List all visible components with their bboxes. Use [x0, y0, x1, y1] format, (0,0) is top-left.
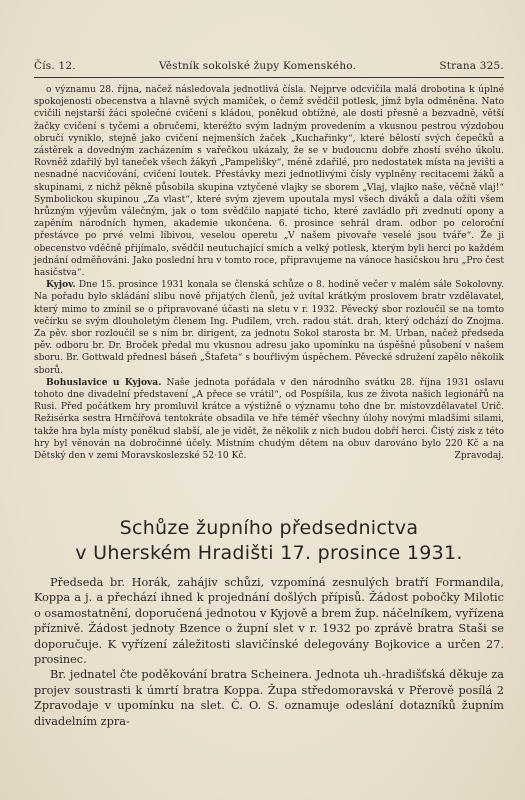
- journal-title: Věstník sokolské župy Komenského.: [158, 60, 357, 72]
- paragraph-text: Naše jednota pořádala v den národního svátku 28. října 1931 oslavu tohoto dne divadelní představení „A přece se vrátil“, od Pospíšila, kus ze života našich legionářů na Rusi. Před počátkem hry promluvil krátce a výstižně o významu toho dne br. místovzdělavatel Urič. Režisérka sestra Hrnčířová tentokráte obsadila ve hře téměř všechny úlohy novými mladšími silami, takže hra byla místy poněkud slabší, ale je vidět, že několik z nich budou dobří herci. Čistý zisk z této hry byl věnován na dobročinné účely. Místním chudým dětem na obuv darováno bylo 220 Kč a na Dětský den v zemi Moravskoslezské 52·10 Kč.: [34, 377, 504, 462]
- paragraph-text: o významu 28. října, načež následovala jednotlivá čísla. Nejprve odcvičila malá drobotina k úplné spokojenosti obecenstva a hlavně svých mamiček, o čemž svědčil potlesk, jímž byla odměněna. Nato cvičili nejstarší žáci společné cvičení s kládou, poněkud obtížné, ale dosti přesně a bezvadně, větší žačky cvičení s tyčemi a obručemi, kteréžto svým ladným provedením a vkusnou pestrou výzdobou obručí vyniklo, stejně jako cvičení nejmenších žaček „Kuchařinky“, které bělostí svých čepečků a zástěrek a dovedným zacházením s vařečkou ukázaly, že se v budoucnu dobře zhostí svého úkolu. Rovněž zdařilý byl taneček všech žákyň „Pampelišky“, méně zdařilé, pro nedostatek místa na jevišti a nesnadné nacvičování, cvičení loutek. Přestávky mezi jednotlivými čísly vyplněny recitacemi žáků a skupinami, z nichž pěkně působila skupina vztyčené vlajky se sborem „Vlaj, vlajko naše, věčně vlaj!“ Symbolickou skupinou „Za vlast“, které svým zjevem upoutala mysl všech diváků a dala ožíti všem hrůzným výjevům válečným, jak o tom svědčilo napjaté ticho, které zavládlo při zvednutí opony a zapěním národních hymen, akademie ukončena. 6. prosince sehrál dram. odbor po celoroční přestávce po prvé velmi líbivou, veselou operetu „V našem pivovaře veselé jsou tváře“. Že ji obecenstvo vděčně přijímalo, svědčil neutuchající smích a velký potlesk, kterým byli herci po každém jednání odměňováni. Jako poslední hru v tomto roce, připravujeme na vánoce hasičskou hru „Pro čest hasičstva“.: [34, 85, 505, 279]
- issue-number: Čís. 12.: [34, 60, 76, 72]
- title-line-2: v Uherském Hradišti 17. prosince 1931.: [75, 542, 463, 564]
- paragraph: [34, 84, 504, 279]
- paragraph: [34, 279, 504, 377]
- paragraph: Předseda br. Horák, zahájiv schůzi, vzpomíná zesnulých bratří Formandila, Koppa a j. a přechází ihned k projednání došlých přípisů. Žádost pobočky Milotic o osamostatnění, doporučená jednotou v Kyjově a brem žup. náčelníkem, vyřízena příznivě. Žádost jednoty Bzence o župní slet v r. 1932 po zprávě bratra Staši se doporučuje. K vyřízení záležitosti slavičínské delegovány Bojkovice a určen 27. prosinec.: [34, 576, 504, 667]
- paragraph: Br. jednatel čte poděkování bratra Scheinera. Jednota uh.-hradišťská děkuje za projev soustrasti k úmrtí bratra Koppa. Župa středomoravská v Přerově posílá 2 Zpravodaje v upomínku na slet. Č. O. S. oznamuje odeslání dotazníků župním divadelním zpra-: [34, 668, 504, 728]
- signature: Zpravodaj.: [454, 451, 504, 462]
- article-meeting-minutes: [34, 575, 504, 729]
- paragraph: [34, 377, 504, 462]
- paragraph-text: Dne 15. prosince 1931 konala se členská schůze o 8. hodině večer v malém sále Sokolovny. Na pořadu bylo skládání slibu nově přijatých členů, jež uvítal krátkým proslovem bratr vzdělavatel, který mimo to zmínil se o připravované účasti na sletu v r. 1932. Pěvecký sbor rozloučil se na tomto večírku se svým dlouholetým členem Ing. Pudilem, vrch. radou stát. drah, který odchází do Znojma. Za pěv. sbor rozloučil se s ním br. dirigent, za jednotu Sokol starosta br. M. Urban, načež předseda pěv. odboru br. Dr. Broček předal mu vkusnou adresu jako upomínku na úspěšné působení v našem sboru. Br. Gottwald přednesl báseň „Štafeta“ s bouřlivým úspěchem. Pěvecké sdružení zapělo několik sborů.: [34, 280, 504, 376]
- article-title: [34, 516, 504, 566]
- place-heading: Kyjov.: [46, 279, 76, 291]
- place-heading: Bohuslavice u Kyjova.: [46, 376, 162, 388]
- running-header: [34, 60, 504, 78]
- title-line-1: Schůze župního předsednictva: [119, 517, 419, 539]
- article-local-reports: [34, 84, 504, 462]
- page-number: Strana 325.: [439, 60, 504, 72]
